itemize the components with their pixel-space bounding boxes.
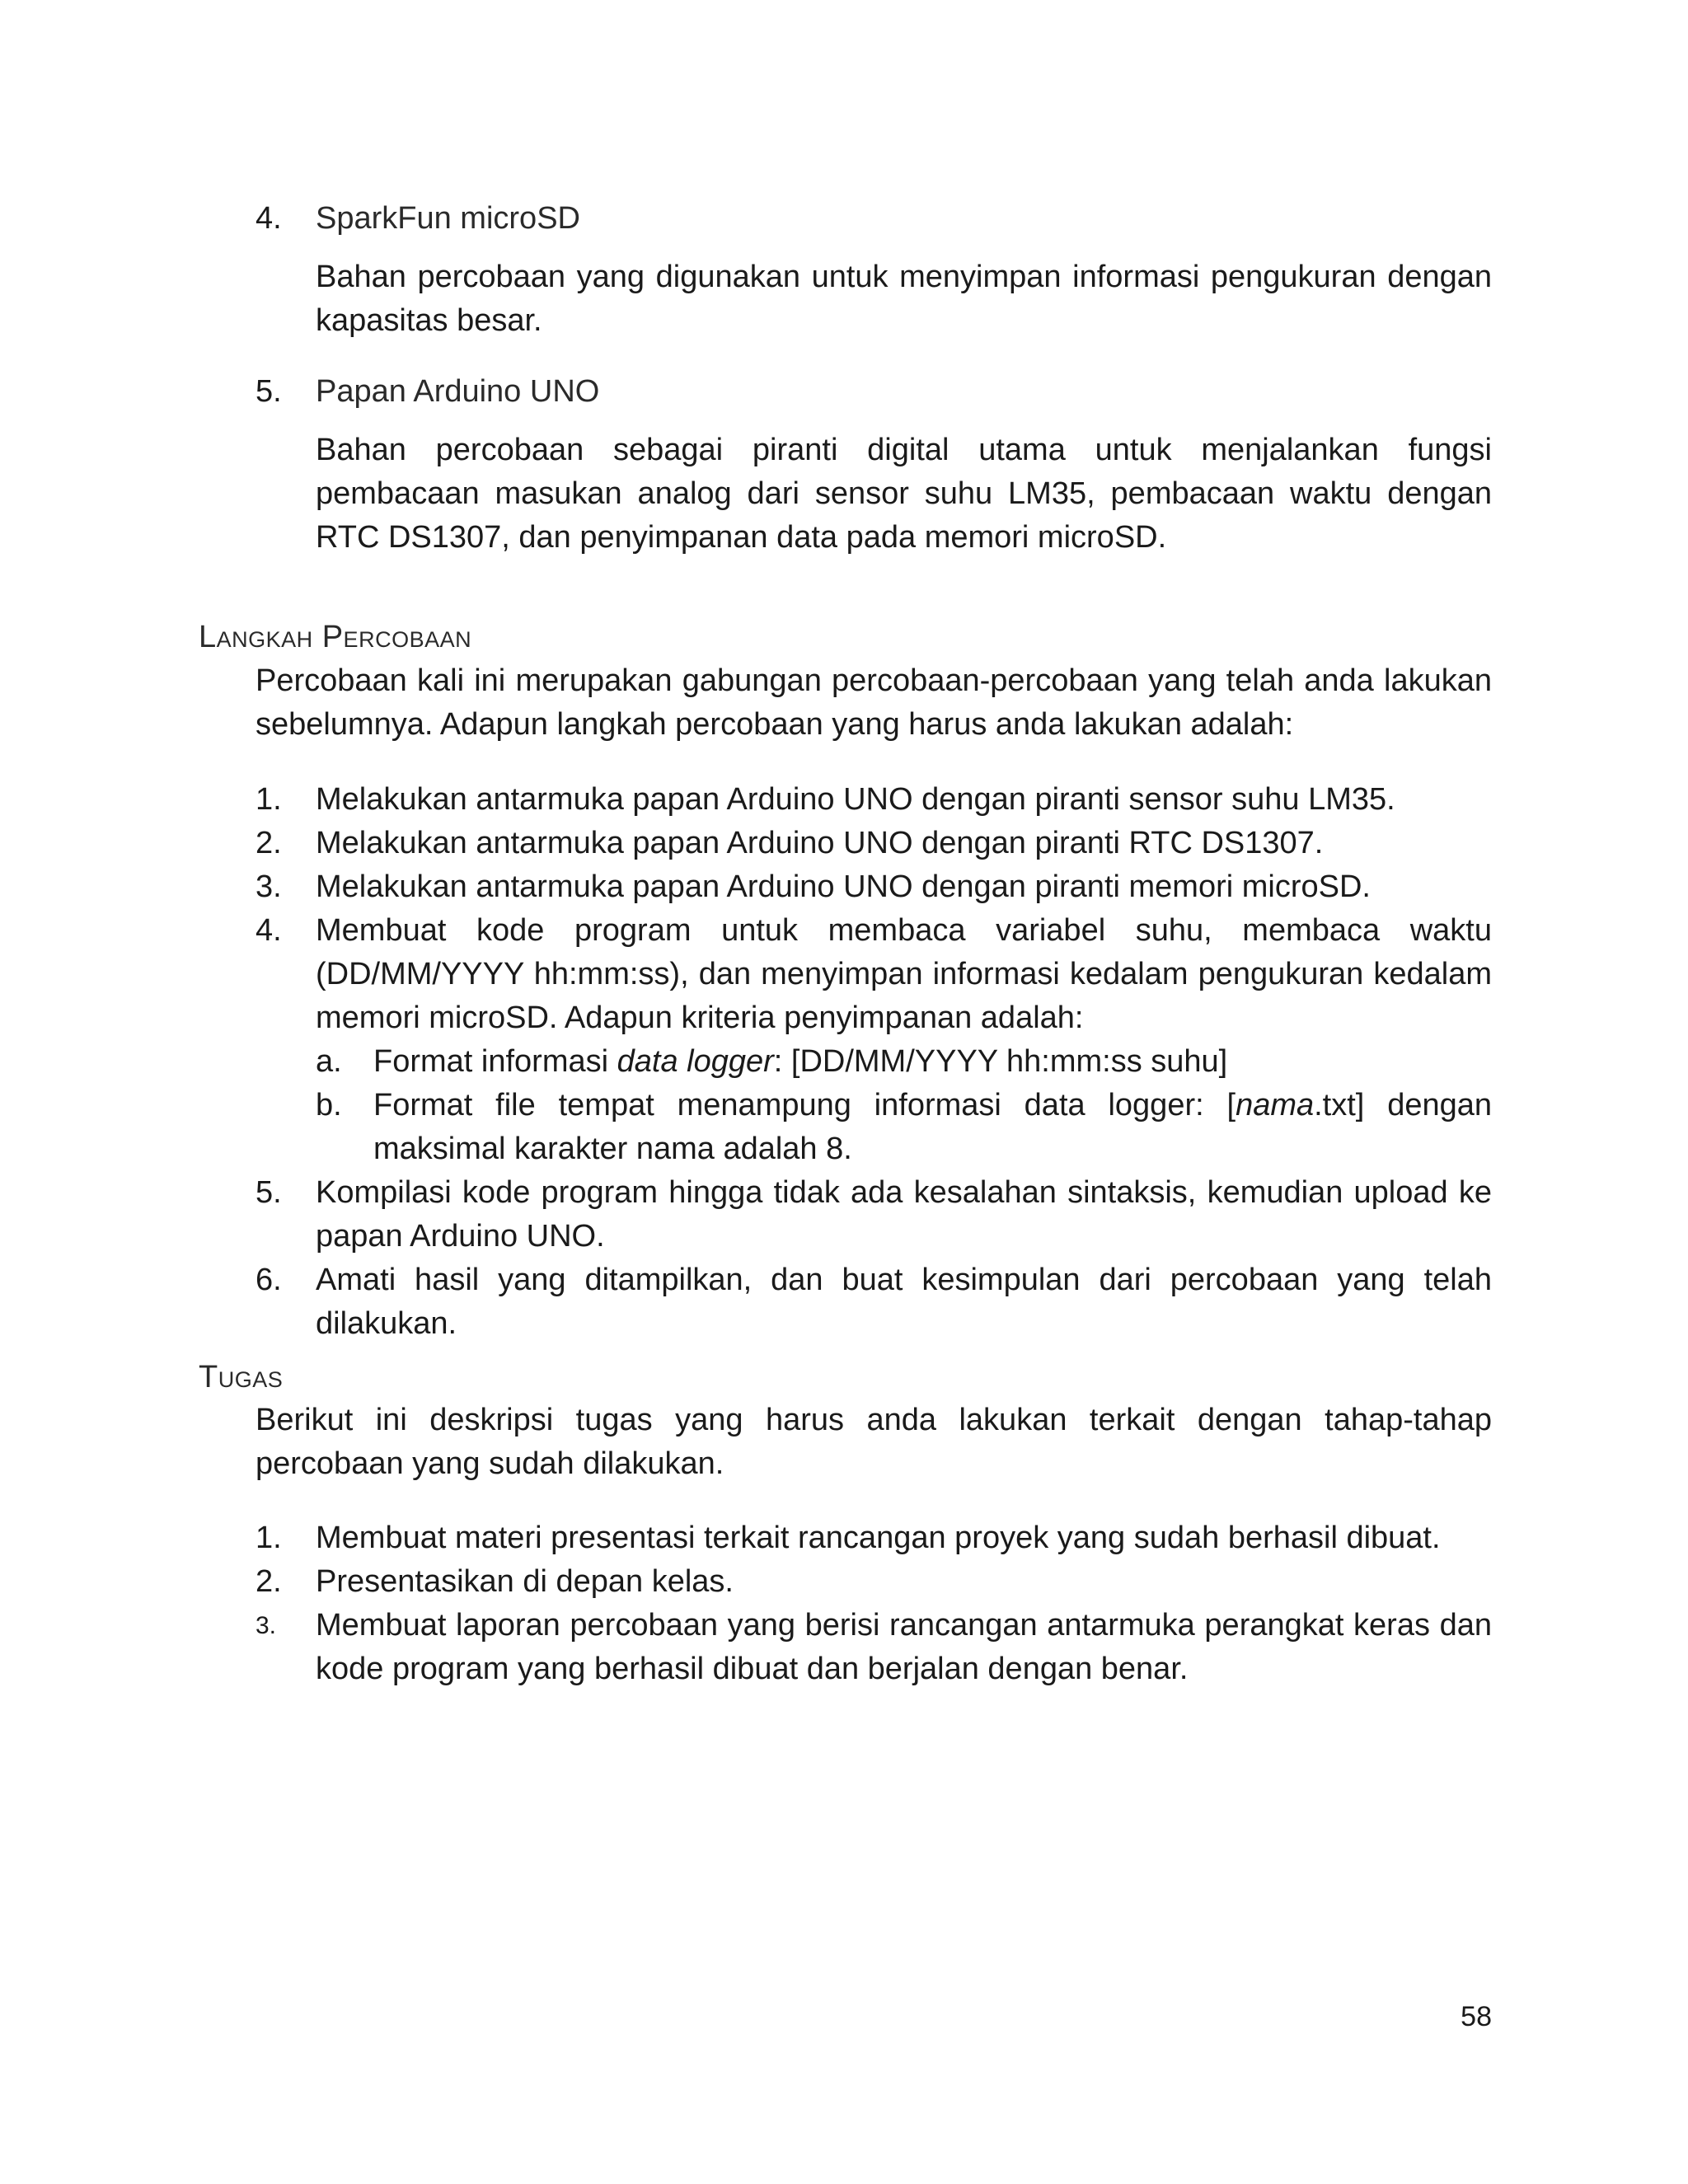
sub-list-text-post: : [DD/MM/YYYY hh:mm:ss suhu] (773, 1044, 1228, 1079)
list-number: 2. (256, 826, 282, 860)
list-text: Melakukan antarmuka papan Arduino UNO dengan piranti sensor suhu LM35. (316, 782, 1395, 817)
page-number: 58 (1461, 2001, 1492, 2032)
material-title: Papan Arduino UNO (316, 374, 600, 409)
list-item (256, 909, 1492, 1171)
list-text: Melakukan antarmuka papan Arduino UNO dengan piranti RTC DS1307. (316, 826, 1324, 860)
list-text: Amati hasil yang ditampilkan, dan buat kesimpulan dari percobaan yang telah dilakukan. (316, 1263, 1492, 1341)
list-item (256, 1560, 1492, 1604)
list-text: Melakukan antarmuka papan Arduino UNO dengan piranti memori microSD. (316, 869, 1371, 904)
material-description: Bahan percobaan yang digunakan untuk menyimpan informasi pengukuran dengan kapasitas besar. (316, 260, 1492, 338)
section-intro-tugas: Berikut ini deskripsi tugas yang harus anda lakukan terkait dengan tahap-tahap percobaan yang sudah dilakukan. (256, 1403, 1492, 1481)
list-text: Kompilasi kode program hingga tidak ada kesalahan sintaksis, kemudian upload ke papan Arduino UNO. (316, 1175, 1492, 1254)
list-number: 3. (256, 869, 282, 904)
section-title-tugas: Tugas (199, 1360, 284, 1394)
list-number: 1. (256, 1521, 282, 1555)
list-item (256, 1258, 1492, 1346)
sub-list (316, 1040, 1492, 1171)
material-title: SparkFun microSD (316, 201, 580, 236)
list-item (256, 865, 1492, 909)
list-text: Membuat kode program untuk membaca variabel suhu, membaca waktu (DD/MM/YYYY hh:mm:ss), dan menyimpan informasi kedalam pengukuran kedalam memori microSD. Adapun kriteria penyimpanan adalah: (316, 913, 1492, 1035)
section-intro-langkah: Percobaan kali ini merupakan gabungan percobaan-percobaan yang telah anda lakukan sebelumnya. Adapun langkah percobaan yang harus anda lakukan adalah: (256, 663, 1492, 742)
list-text: Membuat laporan percobaan yang berisi rancangan antarmuka perangkat keras dan kode program yang berhasil dibuat dan berjalan dengan benar. (316, 1608, 1492, 1686)
list-item (256, 1604, 1492, 1691)
sub-list-item (316, 1084, 1492, 1171)
sub-list-text-italic: data logger (617, 1044, 774, 1079)
sub-list-text-pre: Format informasi (373, 1044, 617, 1079)
material-item-arduino-uno (256, 371, 1492, 560)
section-title-langkah-percobaan: Langkah Percobaan (199, 620, 472, 654)
list-text: Presentasikan di depan kelas. (316, 1564, 734, 1599)
sub-list-label: a. (316, 1044, 342, 1079)
sub-list-text-post: .txt] dengan maksimal karakter nama adalah 8. (373, 1088, 1492, 1166)
list-number: 6. (256, 1263, 282, 1297)
list-item (256, 778, 1492, 822)
material-number: 5. (256, 374, 282, 409)
list-number: 4. (256, 913, 282, 948)
list-number: 5. (256, 1175, 282, 1210)
list-item (256, 1516, 1492, 1560)
list-text: Membuat materi presentasi terkait rancangan proyek yang sudah berhasil dibuat. (316, 1521, 1441, 1555)
list-item (256, 1171, 1492, 1258)
steps-list (256, 778, 1492, 1346)
material-description: Bahan percobaan sebagai piranti digital utama untuk menjalankan fungsi pembacaan masukan analog dari sensor suhu LM35, pembacaan waktu dengan RTC DS1307, dan penyimpanan data pada memori microSD. (316, 433, 1492, 555)
list-item (256, 822, 1492, 865)
sub-list-item (316, 1040, 1492, 1084)
list-number: 3. (256, 1612, 277, 1639)
sub-list-text-pre: Format file tempat menampung informasi data logger: [ (373, 1088, 1236, 1122)
list-number: 1. (256, 782, 282, 817)
sub-list-label: b. (316, 1088, 342, 1122)
material-number: 4. (256, 201, 282, 236)
material-item-sparkfun-microsd (256, 198, 1492, 343)
sub-list-text-italic: nama (1236, 1088, 1315, 1122)
tasks-list (256, 1516, 1492, 1691)
list-number: 2. (256, 1564, 282, 1599)
